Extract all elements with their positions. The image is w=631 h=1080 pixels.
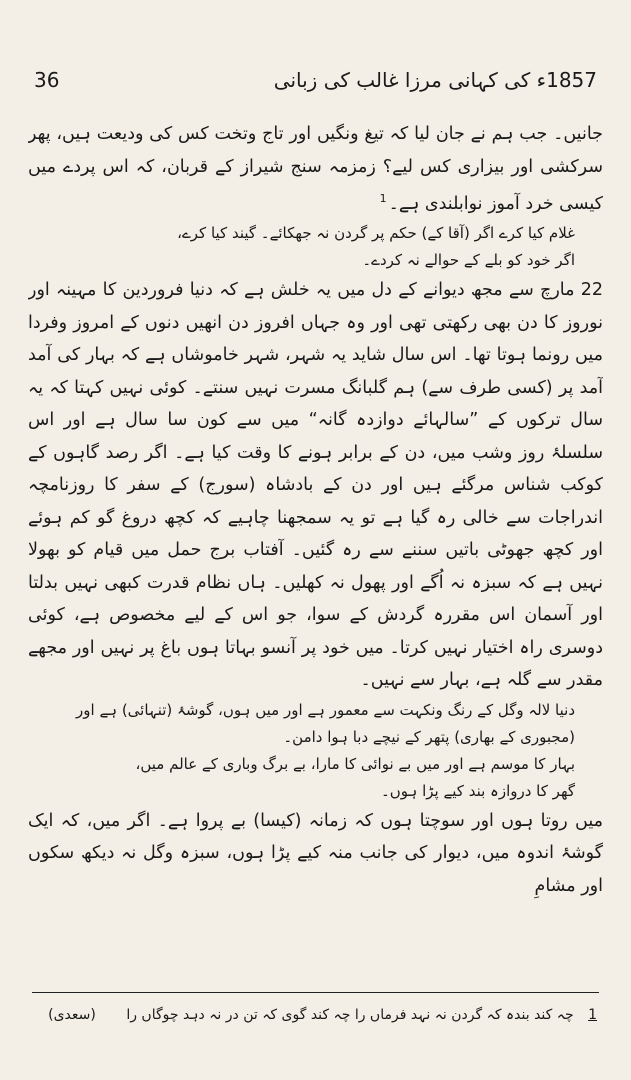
- footnote-reference: 1: [379, 192, 387, 205]
- footnote-divider: [32, 992, 599, 993]
- page-number: 36: [34, 68, 60, 92]
- paragraph-2: 22 مارچ سے مجھ دیوانے کے دل میں یہ خلش ہے کہ دنیا فروردین کا مہینہ اور نوروز کا دن بھی رکھتی تھی اور وہ جہاں افروز دن انھیں دنوں کے امروز وفردا میں رونما ہوتا تھا۔ اس سال شاید یہ شہر، شہر خاموشاں ہے کہ بہار کی آمد آمد پر (کسی طرف سے) ہم گلبانگ مسرت نہیں سنتے۔ کوئی نہیں کہتا کہ یہ سال ترکوں کے ”سالہائے دوازدہ گانہ“ میں سے کون سا سال ہے اور اس سلسلۂ روز وشب میں، دن کے برابر ہونے کا وقت کیا ہے۔ اگر رصد گاہوں کے کوکب شناس مرگئے ہیں اور دن کے بادشاہ (سورج) کے سفر کا روزنامچہ اندراجات سے خالی رہ گیا ہے تو یہ سمجھنا چاہیے کہ کچھ دروغ گو کم ہوئے اور کچھ جھوٹی باتیں سننے سے رہ گئیں۔ آفتاب برج حمل میں قیام کو بھولا نہیں ہے کہ سبزہ نہ اُگے اور پھول نہ کھلیں۔ ہاں نظام قدرت کبھی نہیں بدلتا اور آسمان اس مقررہ گردش کے سوا، جو اس کے لیے مخصوص ہے، کوئی دوسری راہ اختیار نہیں کرتا۔ میں خود پر آنسو بہاتا ہوں باغ پر نہیں اور مجھے مقدر سے گلہ ہے، بہار سے نہیں۔: [28, 280, 603, 691]
- paragraph-3: میں روتا ہوں اور سوچتا ہوں کہ زمانہ (کیسا) بے پروا ہے۔ اگر میں، کہ ایک گوشۂ اندوہ میں، دیوار کی جانب منہ کیے پڑا ہوں، سبزہ وگل نہ دیکھ سکوں اور مشامِ: [28, 810, 603, 896]
- footnote-source: (سعدی): [48, 1007, 96, 1023]
- footnote: [40, 1004, 597, 1044]
- verse-2: دنیا لالہ وگل کے رنگ ونکہت سے معمور ہے اور میں ہوں، گوشۂ (تنہائی) ہے اور (مجبوری کے بھاری) پتھر کے نیچے دبا ہوا دامن۔ بہار کا موسم ہے اور میں بے نوائی کا مارا، بے برگ وباری کے عالم میں، گھر کا دروازہ بند کیے پڑا ہوں۔: [76, 700, 575, 800]
- paragraph-1: [28, 118, 603, 220]
- header-title: 1857ء کی کہانی مرزا غالب کی زبانی: [273, 68, 597, 92]
- running-header: [34, 68, 597, 108]
- body-text: [28, 118, 603, 988]
- footnote-text: چہ کند بندہ کہ گردن نہ نہد فرماں را چہ کند گوی کہ تن در نہ دہد چوگاں را: [126, 1007, 574, 1023]
- footnote-mark: 1: [588, 1007, 597, 1023]
- paragraph-1-text: جانیں۔ جب ہم نے جان لیا کہ تیغ ونگیں اور تاج وتخت کس کی ودیعت ہیں، پھر سرکشی اور بیزاری کس لیے؟ زمزمہ سنج شیراز کے قربان، کہ اس پردے میں کیسی خرد آموز نوابلندی ہے۔: [28, 124, 603, 214]
- verse-1: غلام کیا کرے اگر (آقا کے) حکم پر گردن نہ جھکائے۔ گیند کیا کرے، اگر خود کو بلے کے حوالے نہ کردے۔: [177, 224, 575, 270]
